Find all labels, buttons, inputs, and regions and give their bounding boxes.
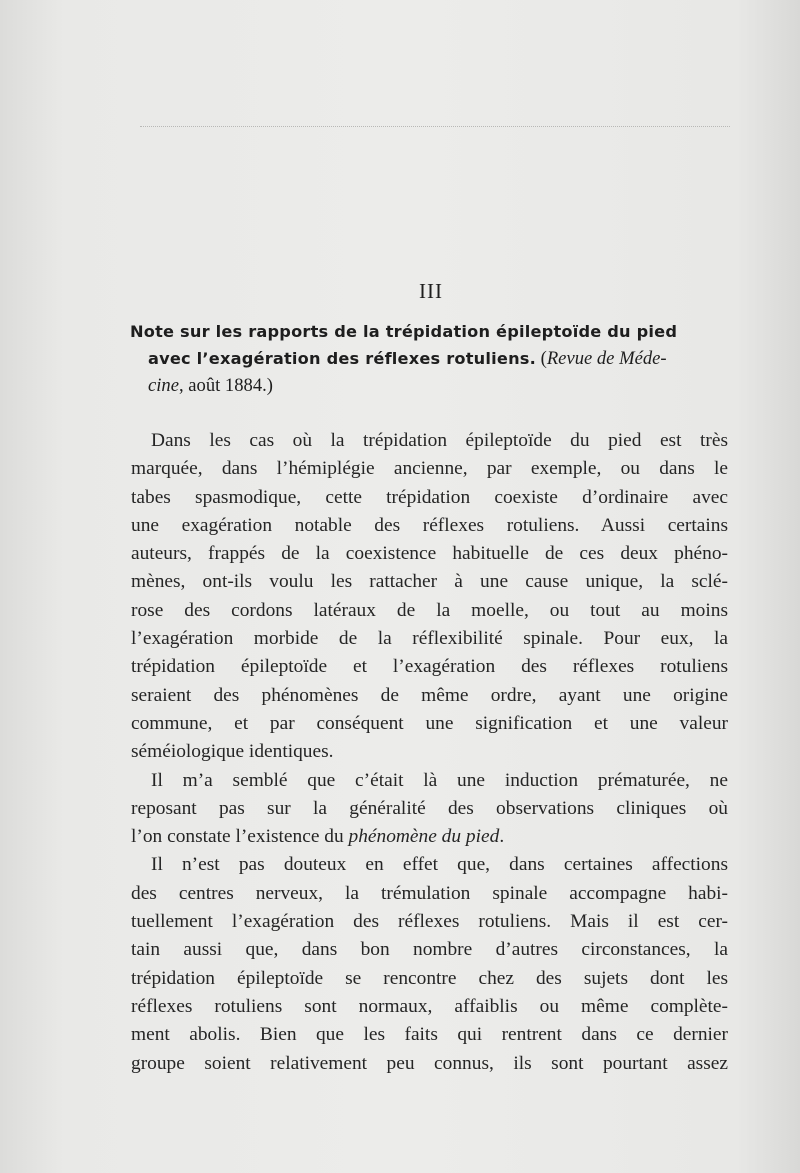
text-line: Il n’est pas douteux en effet que, dans certaines affections [151,854,728,876]
article-heading [130,318,730,399]
heading-title-part-1: Note sur les rapports de la trépidation épileptoïde du pied [130,322,678,341]
heading-line-1 [130,318,730,345]
text-line: une exagération notable des réflexes rotuliens. Aussi certains [131,514,728,536]
text-line: réflexes rotuliens sont normaux, affaiblis ou même complète- [131,995,728,1017]
heading-line-2 [130,345,730,372]
paragraph-3 [131,851,728,1077]
text-fragment: l’on constate l’existence du [131,826,349,848]
text-line: auteurs, frappés de la coexistence habituelle de ces deux phéno- [131,543,728,565]
text-line: trépidation épileptoïde se rencontre chez des sujets dont les [131,967,728,989]
heading-paren: ( [535,348,547,369]
text-line: reposant pas sur la généralité des observations cliniques où [131,797,728,819]
text-line: tuellement l’exagération des réflexes rotuliens. Mais il est cer- [131,911,728,933]
text-line: tain aussi que, dans bon nombre d’autres circonstances, la [131,939,728,961]
text-line: commune, et par conséquent une signification et une valeur [131,712,728,734]
heading-title-part-2: avec l’exagération des réflexes rotuliens. [148,349,536,368]
text-fragment: . [499,826,505,848]
section-numeral: III [419,279,443,303]
text-line: ment abolis. Bien que les faits qui rentrent dans ce dernier [131,1024,728,1046]
text-line: Dans les cas où la trépidation épileptoïde du pied est très [151,430,728,451]
text-line: groupe soient relativement peu connus, ils sont pourtant assez [131,1052,728,1074]
text-line: seraient des phénomènes de même ordre, ayant une origine [131,684,728,706]
text-line: l’exagération morbide de la réflexibilité spinale. Pour eux, la [131,628,728,650]
text-line: mènes, ont-ils voulu les rattacher à une cause unique, la sclé- [131,571,728,593]
heading-line-3 [130,372,730,399]
text-line: rose des cordons latéraux de la moelle, ou tout au moins [131,599,728,621]
article-body [131,427,728,1078]
publication-date: , août 1884.) [178,375,273,396]
journal-name-part-1: Revue de Méde- [546,348,667,369]
journal-name-part-2: cine [148,375,179,396]
text-line: tabes spasmodique, cette trépidation coexiste d’ordinaire avec [131,486,728,508]
text-line: Il m’a semblé que c’était là une induction prématurée, ne [151,769,728,791]
text-line: marquée, dans l’hémiplégie ancienne, par exemple, ou dans le [131,458,728,480]
paragraph-1 [131,427,728,767]
italic-term: phénomène du pied [348,826,500,848]
text-line: des centres nerveux, la trémulation spinale accompagne habi- [131,882,728,904]
header-rule [140,126,730,127]
text-line: trépidation épileptoïde et l’exagération des réflexes rotuliens [131,656,728,678]
text-line [131,823,728,851]
text-line: séméiologique identiques. [131,741,334,763]
paragraph-2 [131,767,728,852]
